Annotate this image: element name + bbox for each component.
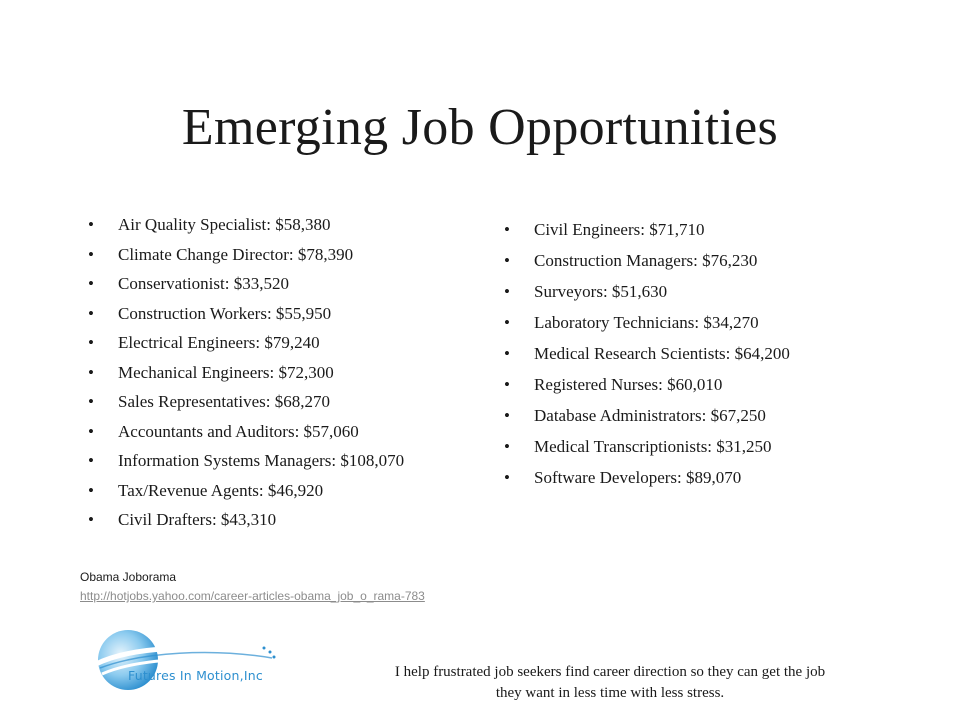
list-item: • Civil Engineers: $71,710 <box>534 214 790 245</box>
list-item: • Software Developers: $89,070 <box>534 462 790 493</box>
logo-text: Futures In Motion,Inc <box>128 668 263 683</box>
list-item: • Medical Transcriptionists: $31,250 <box>534 431 790 462</box>
slide-title: Emerging Job Opportunities <box>181 99 779 156</box>
source-link[interactable]: http://hotjobs.yahoo.com/career-articles-obama_job_o_rama-783 <box>80 589 425 603</box>
list-item: • Climate Change Director: $78,390 <box>118 240 404 270</box>
tagline-line-1: I help frustrated job seekers find career direction so they can get the job <box>394 664 826 680</box>
list-item: • Air Quality Specialist: $58,380 <box>118 210 404 240</box>
list-item: • Construction Workers: $55,950 <box>118 299 404 329</box>
swirl-globe-logo <box>92 628 282 698</box>
list-item: • Information Systems Managers: $108,070 <box>118 446 404 476</box>
list-item: • Tax/Revenue Agents: $46,920 <box>118 476 404 506</box>
source-title: Obama Joborama <box>80 570 177 584</box>
list-item: • Electrical Engineers: $79,240 <box>118 328 404 358</box>
list-item: • Civil Drafters: $43,310 <box>118 505 404 535</box>
list-item: • Conservationist: $33,520 <box>118 269 404 299</box>
list-item: • Construction Managers: $76,230 <box>534 245 790 276</box>
right-job-list <box>534 214 790 493</box>
list-item: • Medical Research Scientists: $64,200 <box>534 338 790 369</box>
list-item: • Accountants and Auditors: $57,060 <box>118 417 404 447</box>
list-item: • Mechanical Engineers: $72,300 <box>118 358 404 388</box>
left-job-list <box>118 210 404 535</box>
list-item: • Registered Nurses: $60,010 <box>534 369 790 400</box>
tagline-line-2: they want in less time with less stress. <box>495 685 725 701</box>
list-item: • Surveyors: $51,630 <box>534 276 790 307</box>
list-item: • Sales Representatives: $68,270 <box>118 387 404 417</box>
tagline <box>310 662 910 704</box>
list-item: • Database Administrators: $67,250 <box>534 400 790 431</box>
list-item: • Laboratory Technicians: $34,270 <box>534 307 790 338</box>
